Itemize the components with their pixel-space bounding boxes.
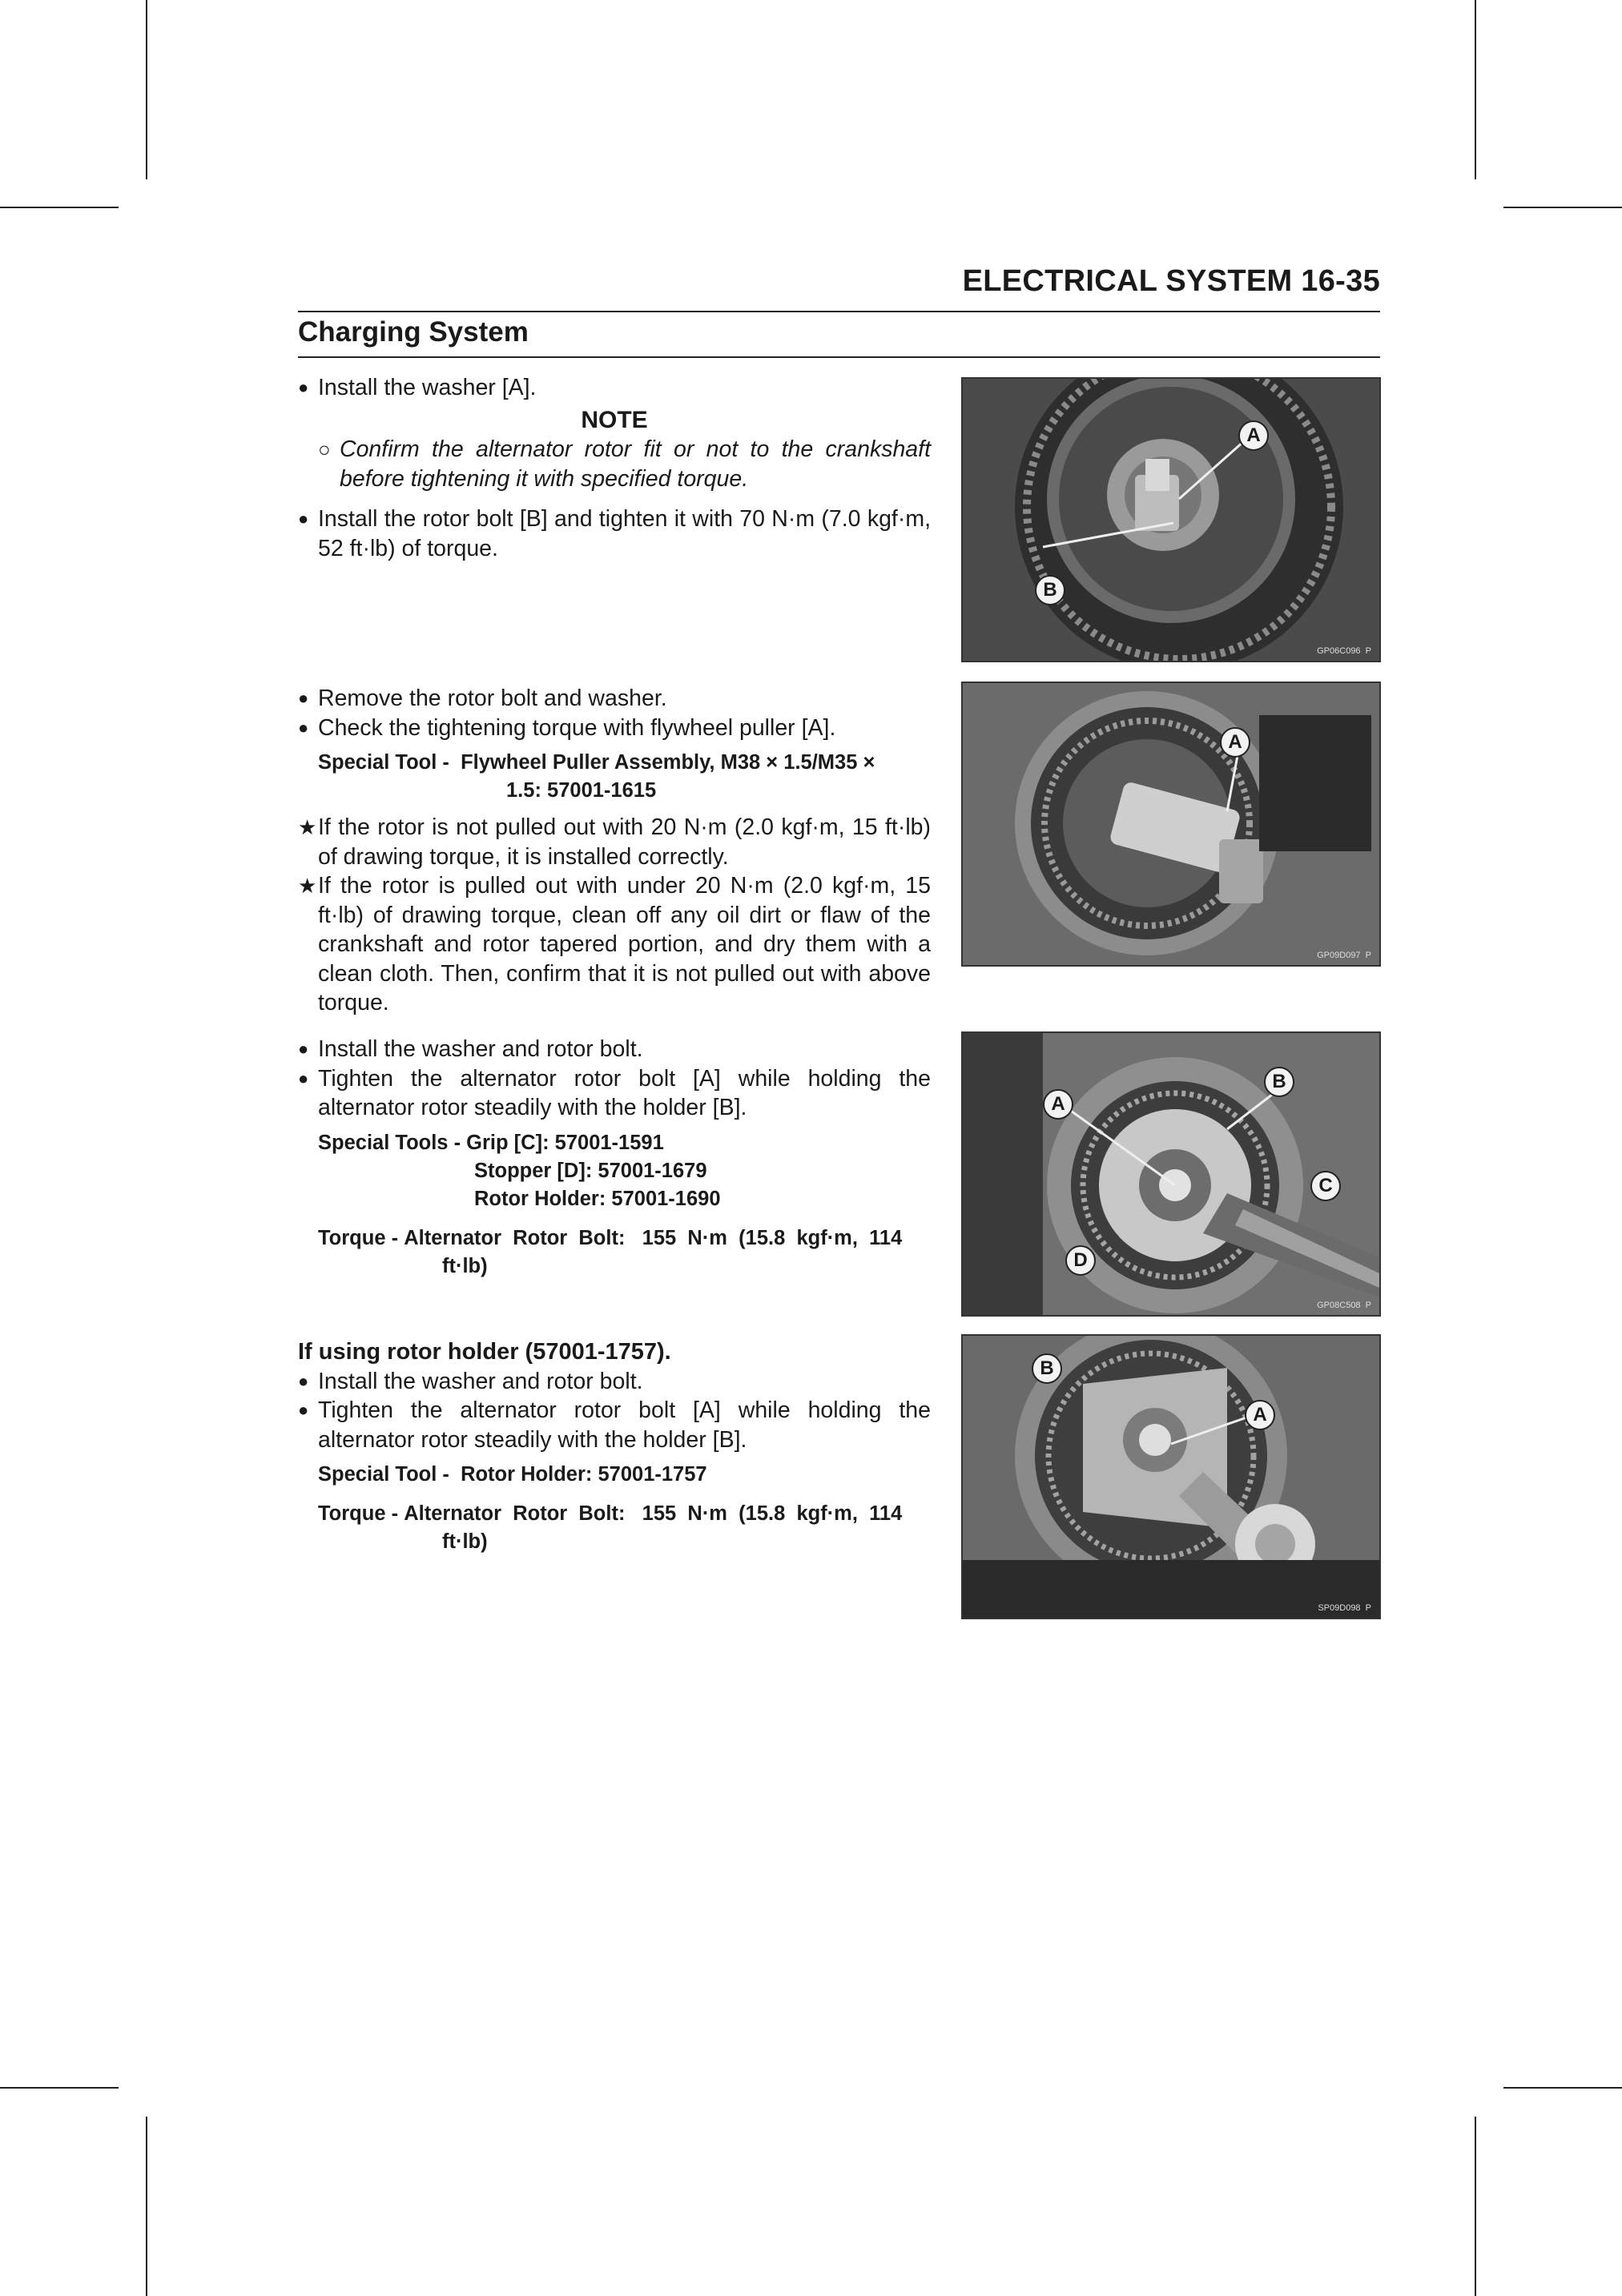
subheading: If using rotor holder (57001-1757). xyxy=(298,1339,671,1365)
callout-A: A xyxy=(1220,727,1250,758)
step-block-1 xyxy=(298,373,931,563)
special-tools-spec xyxy=(298,1129,931,1213)
special-tool-spec xyxy=(298,749,931,805)
star-item: ★ If the rotor is not pulled out with 20 N·m (2.0 kgf·m, 15 ft·lb) of drawing torque, it is installed correctly. xyxy=(298,814,931,870)
bullet-item: ● Install the washer and rotor bolt. xyxy=(298,1368,643,1394)
callout-B: B xyxy=(1264,1067,1294,1097)
spec-value: 1.5: 57001-1615 xyxy=(506,779,657,802)
figure-code: GP09D097 P xyxy=(1317,951,1371,960)
figure-code: GP06C096 P xyxy=(1317,646,1371,656)
figure-code: SP09D098 P xyxy=(1318,1603,1371,1613)
bullet-item: ● Install the rotor bolt [B] and tighten it with 70 N·m (7.0 kgf·m, 52 ft·lb) of torque. xyxy=(298,506,931,561)
callout-A: A xyxy=(1043,1089,1073,1120)
callout-B: B xyxy=(1032,1353,1062,1384)
bullet-item: ● Install the washer and rotor bolt. xyxy=(298,1036,643,1062)
section-rule xyxy=(298,356,1380,358)
crop-mark xyxy=(1475,0,1476,179)
spec-value: ft·lb) xyxy=(442,1530,488,1553)
spec-value: Rotor Holder: 57001-1690 xyxy=(474,1187,721,1210)
figure-2-photo xyxy=(961,682,1381,967)
callout-C: C xyxy=(1310,1171,1341,1201)
spec-label: Torque - xyxy=(318,1502,399,1525)
spec-label: Special Tool - xyxy=(318,751,449,774)
callout-A: A xyxy=(1238,420,1269,451)
crop-mark xyxy=(0,207,119,208)
spec-value: Alternator Rotor Bolt: 155 N·m (15.8 kgf·m, 114 xyxy=(404,1226,903,1249)
star-text: If the rotor is pulled out with under 20 N·m (2.0 kgf·m, 15 ft·lb) of drawing torque, clean off any oil dirt or flaw of the crankshaft and rotor tapered portion, and dry them with a clean cloth. Then, confirm that it is not pulled out with above torque. xyxy=(318,873,931,1015)
bullet-item: ● Check the tightening torque with flywheel puller [A]. xyxy=(298,714,836,741)
spec-value: Stopper [D]: 57001-1679 xyxy=(474,1159,707,1182)
step-block-3 xyxy=(298,1035,931,1281)
bullet-text: Remove the rotor bolt and washer. xyxy=(318,686,667,711)
bullet-item: ● Remove the rotor bolt and washer. xyxy=(298,686,667,711)
bullet-item: ● Install the washer [A]. xyxy=(298,375,537,400)
crop-mark xyxy=(1503,207,1622,208)
spec-label: Special Tools - xyxy=(318,1131,461,1154)
bullet-text: Tighten the alternator rotor bolt [A] while holding the alternator rotor steadily with the holder [B]. xyxy=(318,1065,931,1120)
spec-value: Alternator Rotor Bolt: 155 N·m (15.8 kgf·m, 114 xyxy=(404,1502,903,1525)
bullet-text: Install the washer and rotor bolt. xyxy=(318,1036,643,1062)
bullet-text: Check the tightening torque with flywheel puller [A]. xyxy=(318,714,836,741)
figure-1-photo xyxy=(961,377,1381,662)
crop-mark xyxy=(0,2087,119,2089)
bullet-item: ● Tighten the alternator rotor bolt [A] while holding the alternator rotor steadily with the holder [B]. xyxy=(298,1397,931,1453)
callout-A: A xyxy=(1245,1400,1275,1430)
step-block-4 xyxy=(298,1337,931,1556)
section-title: Charging System xyxy=(298,316,529,348)
callout-B: B xyxy=(1035,575,1065,605)
crop-mark xyxy=(146,2117,147,2296)
crop-mark xyxy=(1475,2117,1476,2296)
figure-3-photo xyxy=(961,1031,1381,1317)
crop-mark xyxy=(146,0,147,179)
figure-4-photo xyxy=(961,1334,1381,1619)
torque-spec xyxy=(298,1224,931,1281)
note-text: ○ Confirm the alternator rotor fit or not to the crankshaft before tightening it with specified torque. xyxy=(318,436,931,492)
header-rule xyxy=(298,311,1380,312)
figure-code: GP08C508 P xyxy=(1317,1301,1371,1310)
spec-value: Flywheel Puller Assembly, M38 × 1.5/M35 × xyxy=(461,751,875,774)
page-header: ELECTRICAL SYSTEM 16-35 xyxy=(962,264,1380,298)
bullet-text: Install the washer and rotor bolt. xyxy=(318,1368,643,1394)
bullet-text: Install the washer [A]. xyxy=(318,375,537,400)
bullet-text: Tighten the alternator rotor bolt [A] while holding the alternator rotor steadily with the holder [B]. xyxy=(318,1397,931,1453)
crop-mark xyxy=(1503,2087,1622,2089)
spec-value: ft·lb) xyxy=(442,1254,488,1277)
step-block-2 xyxy=(298,684,931,1018)
star-item: ★ If the rotor is pulled out with under 20 N·m (2.0 kgf·m, 15 ft·lb) of drawing torque, clean off any oil dirt or flaw of the crankshaft and rotor tapered portion, and dry them with a clean cloth. Then, confirm that it is not pulled out with above torque. xyxy=(298,873,931,1015)
spec-value: Grip [C]: 57001-1591 xyxy=(466,1131,664,1154)
star-text: If the rotor is not pulled out with 20 N·m (2.0 kgf·m, 15 ft·lb) of drawing torque, it is installed correctly. xyxy=(318,814,931,870)
spec-label: Special Tool - xyxy=(318,1463,449,1486)
bullet-text: Install the rotor bolt [B] and tighten it with 70 N·m (7.0 kgf·m, 52 ft·lb) of torque. xyxy=(318,506,931,561)
torque-spec xyxy=(298,1500,931,1556)
note-title: NOTE xyxy=(581,406,648,433)
spec-value: Rotor Holder: 57001-1757 xyxy=(461,1463,707,1486)
callout-D: D xyxy=(1065,1245,1096,1276)
bullet-item: ● Tighten the alternator rotor bolt [A] while holding the alternator rotor steadily with the holder [B]. xyxy=(298,1065,931,1120)
special-tool-spec xyxy=(298,1461,931,1489)
spec-label: Torque - xyxy=(318,1226,399,1249)
